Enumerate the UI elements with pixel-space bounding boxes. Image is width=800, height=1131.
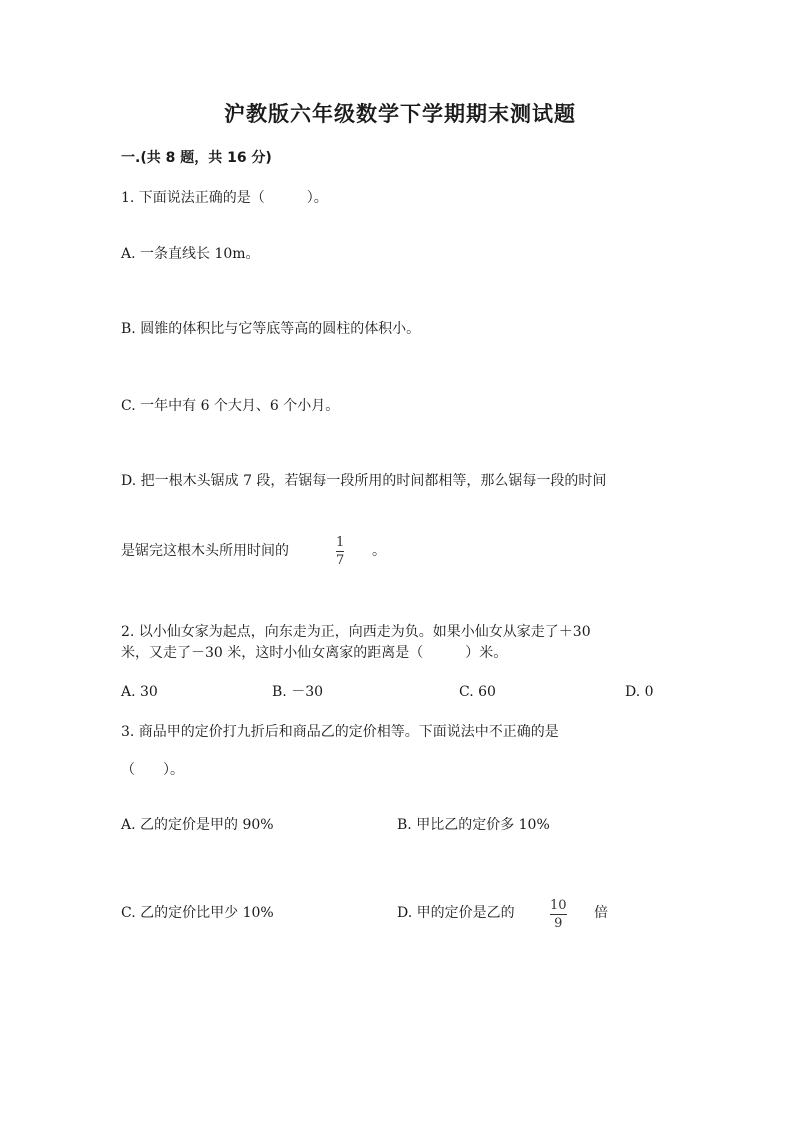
- question-2-stem-line2: 米，又走了－30 米，这时小仙女离家的距离是（ ）米。: [121, 645, 508, 661]
- question-1-option-c: C. 一年中有 6 个大月、6 个小月。: [121, 398, 340, 414]
- question-1-option-d-line1: D. 把一根木头锯成 7 段，若锯每一段所用的时间都相等，那么锯每一段的时间: [121, 473, 607, 489]
- fraction-one-seventh: [336, 535, 344, 568]
- question-3-stem-line1: 3. 商品甲的定价打九折后和商品乙的定价相等。下面说法中不正确的是: [121, 724, 559, 740]
- question-1-stem: 1. 下面说法正确的是（ ）。: [121, 190, 328, 206]
- question-3-option-b: B. 甲比乙的定价多 10%: [397, 817, 550, 833]
- question-3-option-c: C. 乙的定价比甲少 10%: [121, 905, 274, 921]
- question-1-option-a: A. 一条直线长 10m。: [121, 246, 260, 262]
- question-1-option-d-end: 。: [372, 543, 386, 559]
- question-3-stem-line2: （ ）。: [121, 762, 184, 778]
- fraction-denominator: 7: [336, 553, 345, 568]
- fraction-numerator: 10: [550, 898, 567, 913]
- page-title: 沪教版六年级数学下学期期末测试题: [224, 102, 576, 126]
- question-2-option-a: A. 30: [121, 684, 158, 700]
- question-2-option-c: C. 60: [459, 684, 496, 700]
- fraction-denominator: 9: [554, 916, 563, 931]
- fraction-bar: [336, 551, 344, 552]
- section-header: 一.(共 8 题，共 16 分): [121, 150, 272, 166]
- question-2-option-d: D. 0: [625, 684, 654, 700]
- fraction-bar: [550, 914, 567, 915]
- question-3-option-a: A. 乙的定价是甲的 90%: [121, 817, 274, 833]
- question-3-option-d: D. 甲的定价是乙的: [397, 905, 515, 921]
- question-2-option-b: B. －30: [272, 684, 324, 700]
- question-3-option-d-suffix: 倍: [594, 905, 608, 921]
- question-1-option-d-line2: 是锯完这根木头所用时间的: [121, 543, 289, 559]
- question-2-stem-line1: 2. 以小仙女家为起点，向东走为正，向西走为负。如果小仙女从家走了＋30: [121, 624, 591, 640]
- fraction-ten-ninths: [550, 898, 567, 931]
- question-1-option-b: B. 圆锥的体积比与它等底等高的圆柱的体积小。: [121, 321, 421, 337]
- fraction-numerator: 1: [336, 535, 345, 550]
